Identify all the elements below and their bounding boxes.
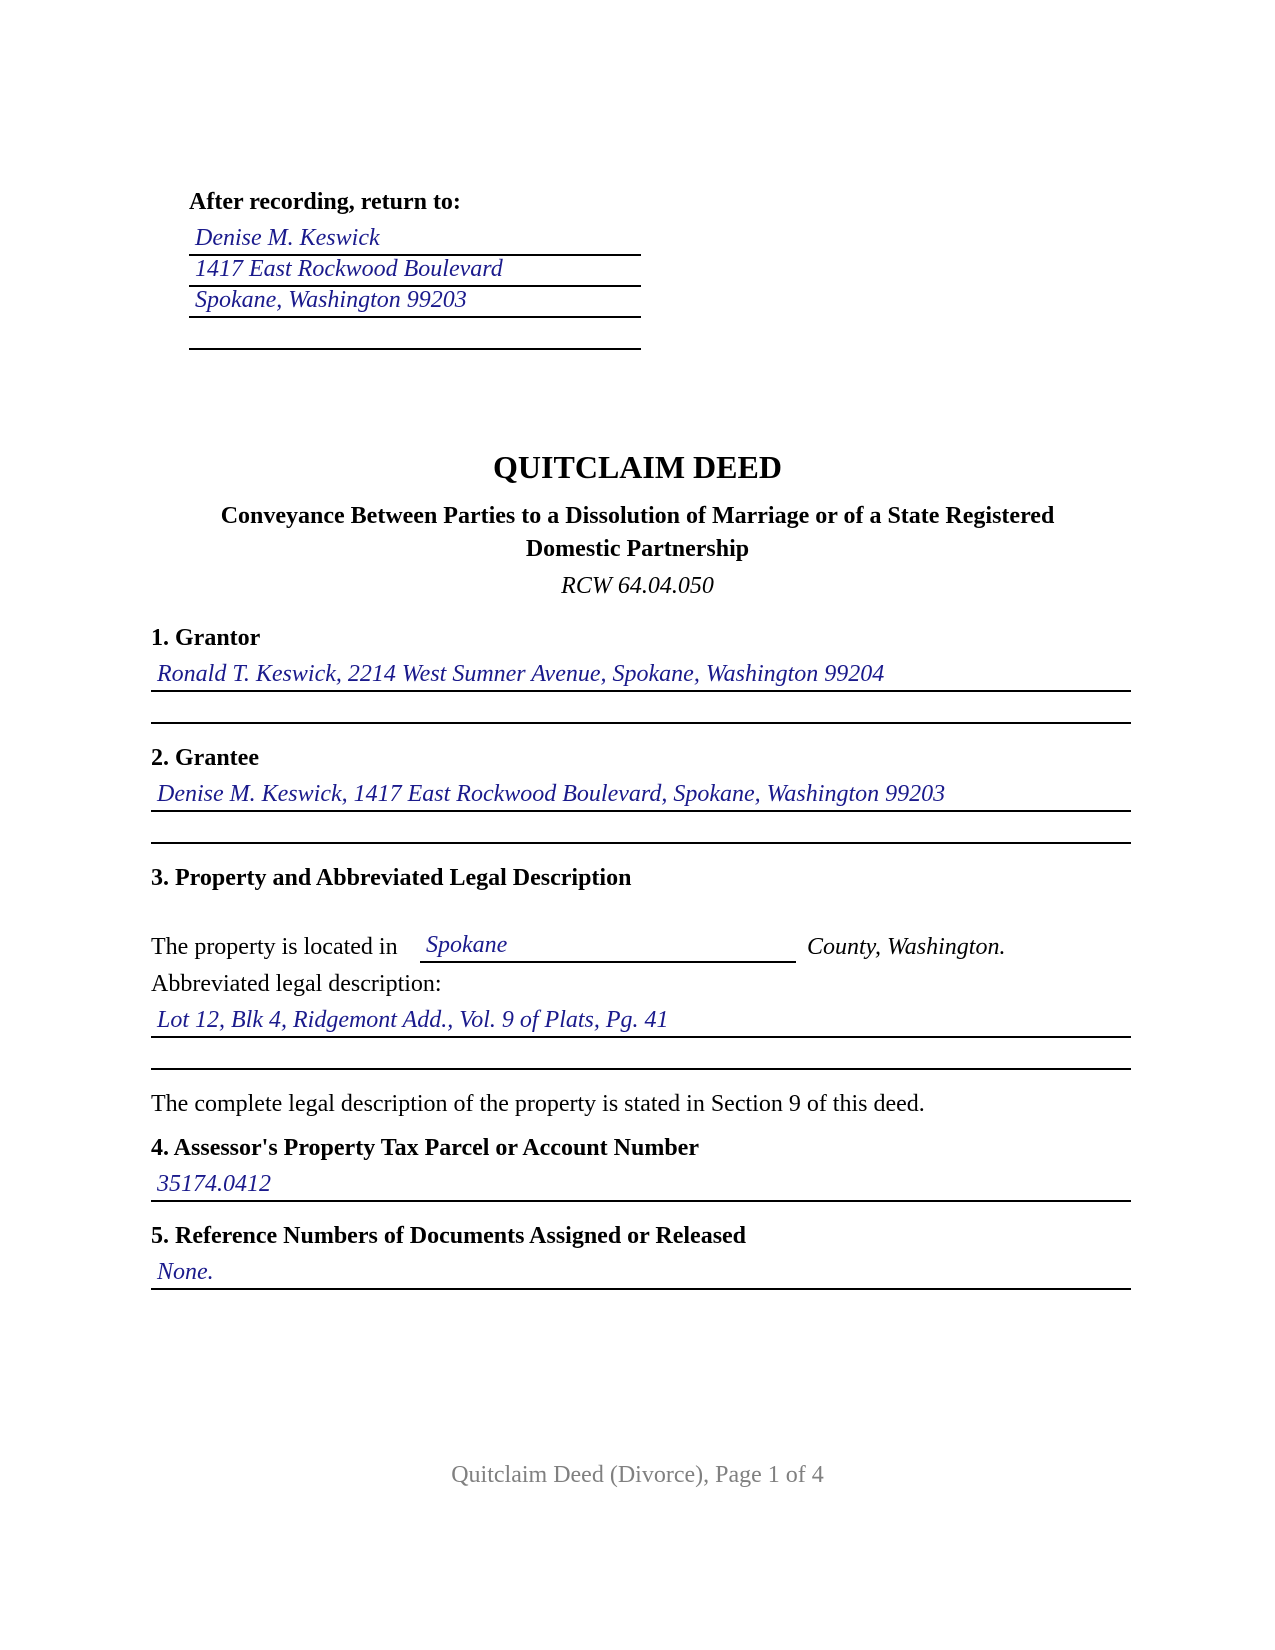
return-to-city-field[interactable] <box>189 288 641 318</box>
return-to-city-value: Spokane, Washington 99203 <box>195 287 467 313</box>
references-value: None. <box>157 1259 214 1285</box>
document-subtitle-line-2: Domestic Partnership <box>525 536 750 562</box>
grantee-value: Denise M. Keswick, 1417 East Rockwood Boulevard, Spokane, Washington 99203 <box>157 781 946 807</box>
return-to-street-value: 1417 East Rockwood Boulevard <box>195 256 503 282</box>
county-field[interactable] <box>420 933 796 963</box>
complete-legal-note: The complete legal description of the property is stated in Section 9 of this deed. <box>151 1091 925 1117</box>
references-heading: 5. Reference Numbers of Documents Assigned or Released <box>151 1223 747 1249</box>
grantor-value: Ronald T. Keswick, 2214 West Sumner Avenue, Spokane, Washington 99204 <box>157 661 885 687</box>
property-heading: 3. Property and Abbreviated Legal Description <box>151 865 632 891</box>
return-to-name-field[interactable] <box>189 226 641 256</box>
grantee-field-line-2[interactable] <box>151 814 1131 844</box>
return-to-extra-field[interactable] <box>189 320 641 350</box>
grantee-heading: 2. Grantee <box>151 745 259 771</box>
abbreviated-legal-value: Lot 12, Blk 4, Ridgemont Add., Vol. 9 of Plats, Pg. 41 <box>157 1007 669 1033</box>
parcel-number-field[interactable] <box>151 1172 1131 1202</box>
return-to-heading: After recording, return to: <box>189 189 461 215</box>
abbreviated-legal-field-line-2[interactable] <box>151 1040 1131 1070</box>
grantee-field-line-1[interactable] <box>151 782 1131 812</box>
parcel-heading: 4. Assessor's Property Tax Parcel or Account Number <box>151 1135 699 1161</box>
county-value: Spokane <box>426 932 508 958</box>
document-subtitle-line-1: Conveyance Between Parties to a Dissolution of Marriage or of a State Registered <box>220 503 1055 529</box>
property-located-label: The property is located in <box>151 934 398 960</box>
grantor-heading: 1. Grantor <box>151 625 261 651</box>
return-to-street-field[interactable] <box>189 257 641 287</box>
statute-reference: RCW 64.04.050 <box>561 573 714 599</box>
references-field[interactable] <box>151 1260 1131 1290</box>
abbreviated-legal-label: Abbreviated legal description: <box>151 971 442 997</box>
county-suffix: County, Washington. <box>807 934 1006 960</box>
parcel-number-value: 35174.0412 <box>157 1171 271 1197</box>
page-footer: Quitclaim Deed (Divorce), Page 1 of 4 <box>451 1462 824 1488</box>
return-to-name-value: Denise M. Keswick <box>195 225 380 251</box>
document-title: QUITCLAIM DEED <box>493 449 782 485</box>
grantor-field-line-2[interactable] <box>151 694 1131 724</box>
grantor-field-line-1[interactable] <box>151 662 1131 692</box>
abbreviated-legal-field-line-1[interactable] <box>151 1008 1131 1038</box>
